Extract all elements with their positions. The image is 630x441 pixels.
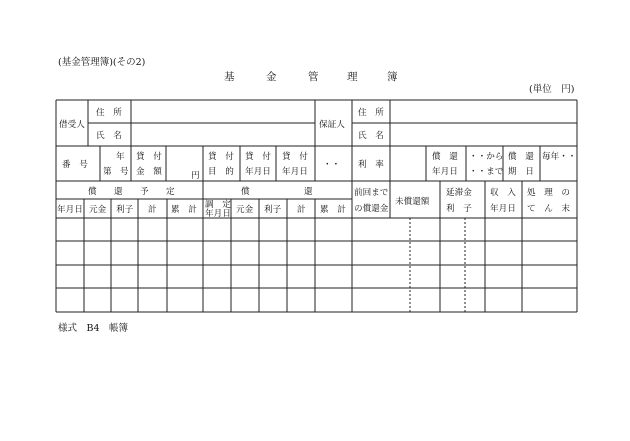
interest-rate-label: 利 率 — [358, 160, 384, 170]
loan-amount-label-2: 金 額 — [136, 167, 162, 177]
loan-date-label-2: 年月日 — [245, 167, 271, 177]
borrower-name-label: 氏 名 — [96, 131, 122, 141]
col-total: 計 — [148, 205, 157, 215]
col-total-2: 計 — [297, 205, 306, 215]
loan-purpose-label: 貸 付 — [208, 152, 234, 162]
guarantor-label: 保証人 — [319, 120, 345, 130]
col-cumulative-2: 累 計 — [320, 205, 346, 215]
unit-note: (単位 円) — [529, 84, 575, 95]
yen-label: 円 — [191, 171, 200, 181]
loan-date-label-b2: 年月日 — [282, 167, 308, 177]
col-principal: 元金 — [89, 205, 107, 215]
loan-date-label: 貸 付 — [245, 152, 271, 162]
dai-label: 第 — [103, 167, 112, 177]
col-interest: 利子 — [116, 205, 134, 215]
title-char: 理 — [347, 71, 358, 83]
planned-char: 償 — [88, 187, 97, 197]
repay-date-label-2: 年月日 — [432, 167, 458, 177]
col-principal-2: 元金 — [236, 205, 254, 215]
form-footer: 様式 B4 帳簿 — [58, 323, 129, 334]
document-subtitle: (基金管理簿)(その2) — [58, 57, 146, 68]
late-fee-label-2: 利 子 — [446, 204, 472, 214]
repayment-char: 償 — [241, 187, 250, 197]
number-label: 番 号 — [62, 160, 88, 170]
to-text: ・・まで — [469, 167, 504, 177]
prev-balance-label-2: の償還金 — [354, 204, 389, 214]
repay-period-label: 償 還 — [508, 152, 534, 162]
title-char: 管 — [308, 71, 319, 83]
loan-amount-label: 貸 付 — [136, 152, 162, 162]
late-fee-label: 延滞金 — [446, 188, 472, 198]
year-label: 年 — [116, 152, 125, 162]
title-char: 基 — [224, 71, 235, 83]
title-char: 金 — [266, 71, 277, 83]
planned-char: 還 — [114, 187, 123, 197]
planned-char: 予 — [140, 187, 149, 197]
borrower-address-label: 住 所 — [96, 108, 122, 118]
col-interest-2: 利子 — [264, 205, 282, 215]
borrower-label: 借受人 — [59, 120, 85, 130]
income-date-label-2: 年月日 — [490, 204, 516, 214]
disposal-label: 処 理 の — [527, 188, 570, 198]
date-dots: ・・ — [323, 160, 341, 170]
guarantor-name-label: 氏 名 — [358, 131, 384, 141]
loan-purpose-label-2: 目 的 — [208, 167, 234, 177]
repay-period-label-2: 期 日 — [508, 167, 534, 177]
guarantor-address-label: 住 所 — [358, 108, 384, 118]
prev-balance-label: 前回まで — [354, 188, 389, 198]
repayment-char: 還 — [304, 187, 313, 197]
title-char: 簿 — [387, 71, 398, 83]
income-date-label: 収 入 — [490, 188, 516, 198]
from-text: ・・から — [469, 152, 504, 162]
col-cumulative: 累 計 — [171, 205, 197, 215]
disposal-label-2: て ん 末 — [527, 204, 570, 214]
col-adjust: 調 定 — [205, 200, 231, 210]
planned-char: 定 — [166, 187, 175, 197]
every-year-text: 毎年・・ — [542, 152, 577, 162]
repay-date-label: 償 還 — [432, 152, 458, 162]
col-date: 年月日 — [57, 205, 83, 215]
go-label: 号 — [120, 167, 129, 177]
unpaid-label: 未償還額 — [395, 197, 430, 207]
col-adjust-2: 年月日 — [205, 209, 231, 219]
loan-date-label-b: 貸 付 — [282, 152, 308, 162]
